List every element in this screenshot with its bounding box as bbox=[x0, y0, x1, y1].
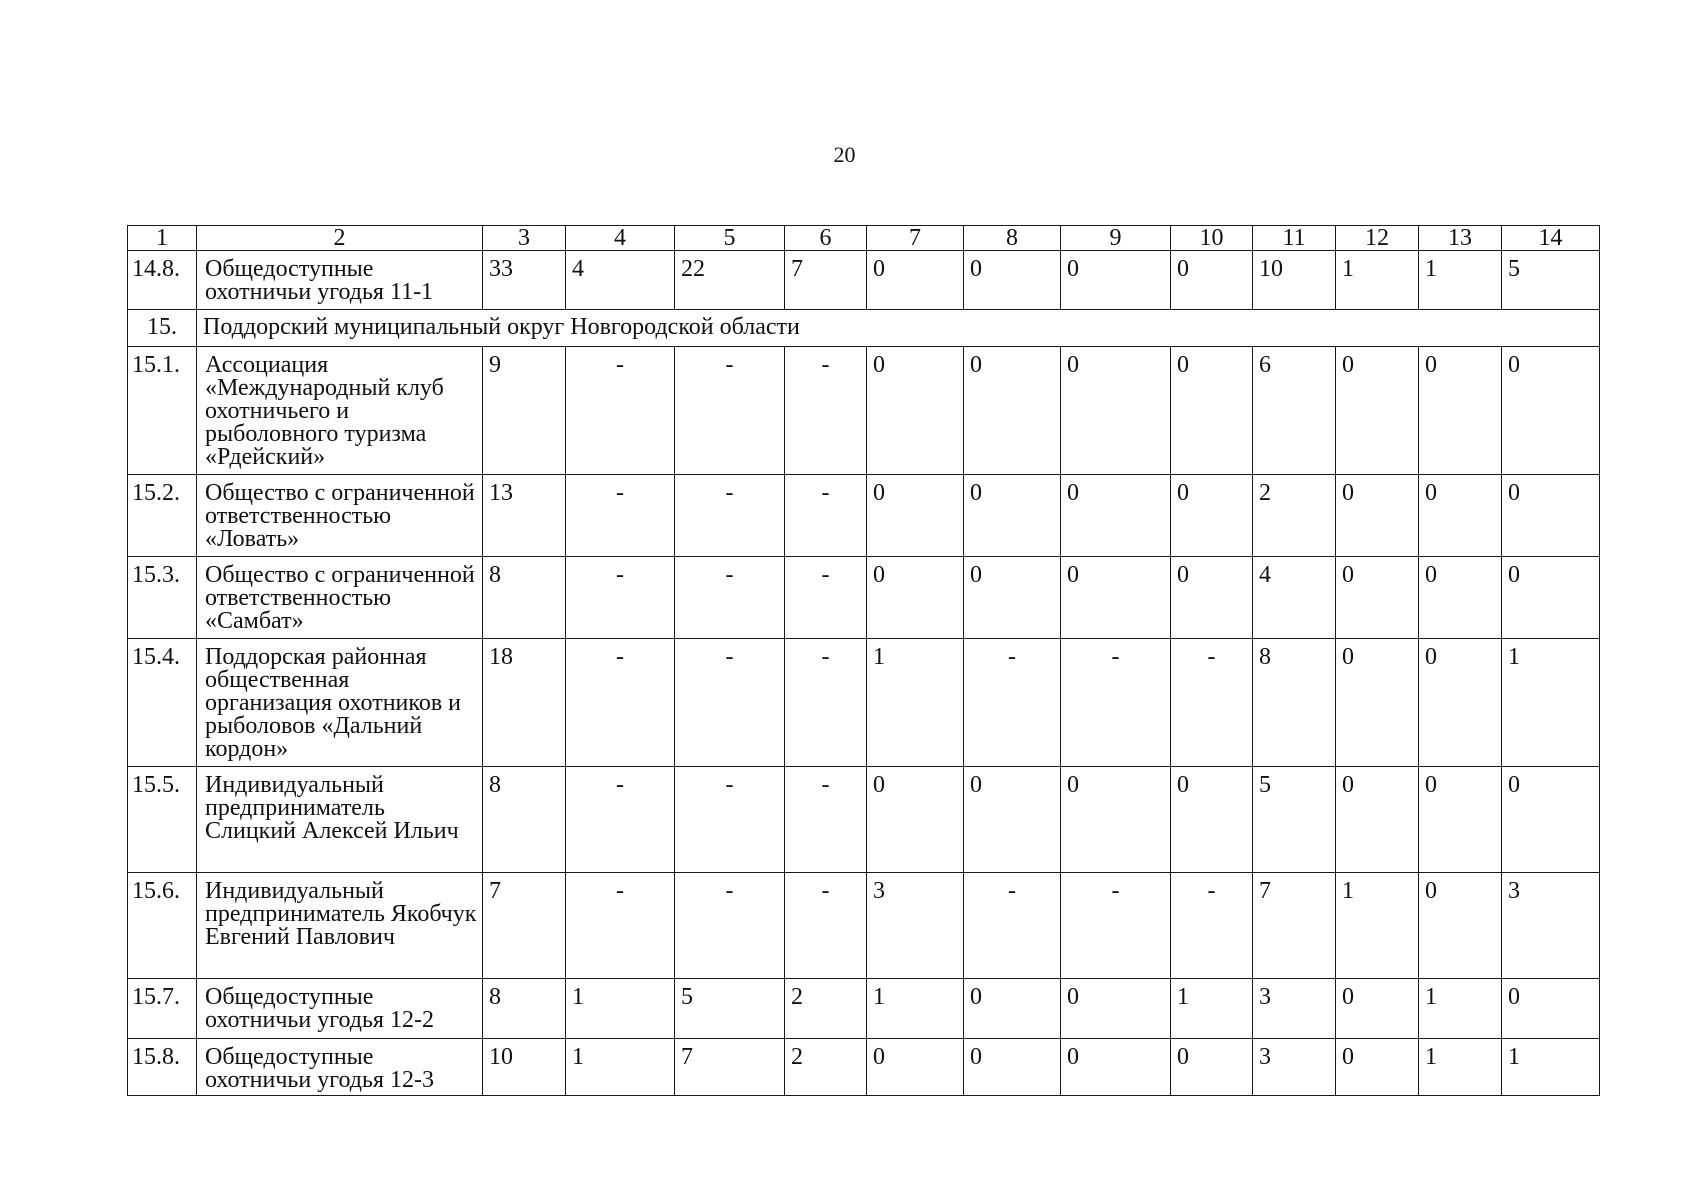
value-cell: 0 bbox=[867, 347, 964, 475]
value-cell: - bbox=[964, 639, 1061, 767]
value-cell: 0 bbox=[964, 475, 1061, 557]
value-cell: 1 bbox=[1419, 251, 1502, 310]
row-number: 15.1. bbox=[128, 347, 197, 475]
header-cell: 12 bbox=[1336, 226, 1419, 251]
value-cell: 0 bbox=[1171, 347, 1253, 475]
section-row bbox=[128, 310, 1600, 347]
value-cell: - bbox=[785, 557, 867, 639]
value-cell: 0 bbox=[1336, 475, 1419, 557]
value-cell: 2 bbox=[1253, 475, 1336, 557]
value-cell: - bbox=[964, 873, 1061, 979]
value-cell: 0 bbox=[1502, 557, 1600, 639]
value-cell: 0 bbox=[867, 475, 964, 557]
value-cell: 0 bbox=[1061, 767, 1171, 873]
section-fill bbox=[1061, 310, 1600, 347]
value-cell: 0 bbox=[1419, 767, 1502, 873]
header-cell: 1 bbox=[128, 226, 197, 251]
value-cell: - bbox=[566, 767, 675, 873]
value-cell: 0 bbox=[1419, 639, 1502, 767]
value-cell: 0 bbox=[1419, 347, 1502, 475]
row-name: Общедоступные охотничьи угодья 11-1 bbox=[197, 251, 483, 310]
value-cell: 10 bbox=[483, 1039, 566, 1096]
value-cell: 0 bbox=[1502, 767, 1600, 873]
value-cell: 0 bbox=[1336, 1039, 1419, 1096]
row-name: Поддорская районная общественная организация охотников и рыболовов «Дальний кордон» bbox=[197, 639, 483, 767]
value-cell: 4 bbox=[566, 251, 675, 310]
value-cell: 33 bbox=[483, 251, 566, 310]
value-cell: 8 bbox=[483, 767, 566, 873]
value-cell: 0 bbox=[1336, 347, 1419, 475]
value-cell: - bbox=[566, 873, 675, 979]
value-cell: 0 bbox=[1419, 557, 1502, 639]
value-cell: 0 bbox=[1336, 979, 1419, 1039]
value-cell: 0 bbox=[1171, 767, 1253, 873]
value-cell: - bbox=[675, 557, 785, 639]
row-name: Общедоступные охотничьи угодья 12-2 bbox=[197, 979, 483, 1039]
value-cell: 0 bbox=[1336, 557, 1419, 639]
value-cell: 18 bbox=[483, 639, 566, 767]
value-cell: 0 bbox=[1061, 979, 1171, 1039]
value-cell: 0 bbox=[1171, 557, 1253, 639]
value-cell: 0 bbox=[1061, 475, 1171, 557]
value-cell: 1 bbox=[1502, 1039, 1600, 1096]
value-cell: 10 bbox=[1253, 251, 1336, 310]
value-cell: 1 bbox=[1502, 639, 1600, 767]
table-row bbox=[128, 873, 1600, 979]
value-cell: - bbox=[675, 873, 785, 979]
row-number: 14.8. bbox=[128, 251, 197, 310]
value-cell: 0 bbox=[1502, 979, 1600, 1039]
row-name: Индивидуальный предприниматель Слицкий Алексей Ильич bbox=[197, 767, 483, 873]
table-row bbox=[128, 767, 1600, 873]
value-cell: 0 bbox=[1061, 557, 1171, 639]
value-cell: 0 bbox=[1061, 1039, 1171, 1096]
section-title: Поддорский муниципальный округ Новгородской области bbox=[197, 310, 1061, 347]
value-cell: 3 bbox=[1253, 979, 1336, 1039]
value-cell: 4 bbox=[1253, 557, 1336, 639]
value-cell: 0 bbox=[964, 1039, 1061, 1096]
table-row bbox=[128, 1039, 1600, 1096]
header-cell: 2 bbox=[197, 226, 483, 251]
value-cell: 0 bbox=[1171, 1039, 1253, 1096]
value-cell: 5 bbox=[1502, 251, 1600, 310]
table-row bbox=[128, 979, 1600, 1039]
value-cell: 3 bbox=[1502, 873, 1600, 979]
value-cell: 3 bbox=[1253, 1039, 1336, 1096]
value-cell: 22 bbox=[675, 251, 785, 310]
value-cell: - bbox=[675, 767, 785, 873]
value-cell: 8 bbox=[1253, 639, 1336, 767]
page-number: 20 bbox=[833, 142, 856, 167]
value-cell: 0 bbox=[1061, 251, 1171, 310]
value-cell: - bbox=[675, 639, 785, 767]
table-row bbox=[128, 347, 1600, 475]
value-cell: - bbox=[675, 347, 785, 475]
row-number: 15.4. bbox=[128, 639, 197, 767]
value-cell: 0 bbox=[1336, 767, 1419, 873]
row-number: 15.6. bbox=[128, 873, 197, 979]
value-cell: 0 bbox=[1419, 475, 1502, 557]
value-cell: 0 bbox=[964, 251, 1061, 310]
value-cell: - bbox=[1171, 639, 1253, 767]
value-cell: - bbox=[566, 347, 675, 475]
header-cell: 9 bbox=[1061, 226, 1171, 251]
value-cell: - bbox=[1061, 873, 1171, 979]
value-cell: 0 bbox=[867, 251, 964, 310]
value-cell: 0 bbox=[1171, 251, 1253, 310]
value-cell: 1 bbox=[566, 1039, 675, 1096]
value-cell: 1 bbox=[1171, 979, 1253, 1039]
value-cell: 1 bbox=[566, 979, 675, 1039]
value-cell: 13 bbox=[483, 475, 566, 557]
value-cell: 0 bbox=[1061, 347, 1171, 475]
header-cell: 3 bbox=[483, 226, 566, 251]
value-cell: 5 bbox=[1253, 767, 1336, 873]
value-cell: 0 bbox=[867, 1039, 964, 1096]
row-number: 15.8. bbox=[128, 1039, 197, 1096]
value-cell: 0 bbox=[867, 557, 964, 639]
value-cell: - bbox=[566, 557, 675, 639]
row-name: Общество с ограниченной ответственностью «Ловать» bbox=[197, 475, 483, 557]
value-cell: 2 bbox=[785, 979, 867, 1039]
value-cell: 0 bbox=[867, 767, 964, 873]
value-cell: 0 bbox=[1336, 639, 1419, 767]
row-name: Общедоступные охотничьи угодья 12-3 bbox=[197, 1039, 483, 1096]
value-cell: - bbox=[785, 873, 867, 979]
value-cell: - bbox=[566, 475, 675, 557]
data-table bbox=[127, 225, 1600, 1096]
row-number: 15.7. bbox=[128, 979, 197, 1039]
value-cell: 1 bbox=[1336, 251, 1419, 310]
value-cell: 1 bbox=[1419, 979, 1502, 1039]
table-row bbox=[128, 557, 1600, 639]
value-cell: - bbox=[785, 767, 867, 873]
header-cell: 5 bbox=[675, 226, 785, 251]
header-cell: 6 bbox=[785, 226, 867, 251]
value-cell: 0 bbox=[1502, 347, 1600, 475]
value-cell: 1 bbox=[1336, 873, 1419, 979]
value-cell: 9 bbox=[483, 347, 566, 475]
value-cell: - bbox=[566, 639, 675, 767]
value-cell: - bbox=[785, 347, 867, 475]
value-cell: 0 bbox=[1171, 475, 1253, 557]
header-row bbox=[128, 226, 1600, 251]
value-cell: - bbox=[785, 475, 867, 557]
value-cell: 1 bbox=[1419, 1039, 1502, 1096]
value-cell: 2 bbox=[785, 1039, 867, 1096]
value-cell: - bbox=[675, 475, 785, 557]
value-cell: 5 bbox=[675, 979, 785, 1039]
value-cell: 7 bbox=[483, 873, 566, 979]
value-cell: 0 bbox=[964, 557, 1061, 639]
row-name: Общество с ограниченной ответственностью «Самбат» bbox=[197, 557, 483, 639]
header-cell: 4 bbox=[566, 226, 675, 251]
value-cell: - bbox=[785, 639, 867, 767]
row-name: Индивидуальный предприниматель Якобчук Евгений Павлович bbox=[197, 873, 483, 979]
value-cell: 0 bbox=[964, 347, 1061, 475]
table-row bbox=[128, 475, 1600, 557]
value-cell: 3 bbox=[867, 873, 964, 979]
value-cell: - bbox=[1171, 873, 1253, 979]
row-number: 15.2. bbox=[128, 475, 197, 557]
value-cell: 1 bbox=[867, 979, 964, 1039]
section-number: 15. bbox=[128, 310, 197, 347]
header-cell: 11 bbox=[1253, 226, 1336, 251]
value-cell: 7 bbox=[1253, 873, 1336, 979]
row-name: Ассоциация «Международный клуб охотничьего и рыболовного туризма «Рдейский» bbox=[197, 347, 483, 475]
header-cell: 7 bbox=[867, 226, 964, 251]
value-cell: 1 bbox=[867, 639, 964, 767]
header-cell: 10 bbox=[1171, 226, 1253, 251]
value-cell: 8 bbox=[483, 557, 566, 639]
value-cell: 0 bbox=[964, 767, 1061, 873]
row-number: 15.5. bbox=[128, 767, 197, 873]
value-cell: 0 bbox=[1502, 475, 1600, 557]
value-cell: 0 bbox=[964, 979, 1061, 1039]
header-cell: 14 bbox=[1502, 226, 1600, 251]
table-row bbox=[128, 251, 1600, 310]
header-cell: 13 bbox=[1419, 226, 1502, 251]
value-cell: 8 bbox=[483, 979, 566, 1039]
value-cell: 7 bbox=[675, 1039, 785, 1096]
value-cell: 0 bbox=[1419, 873, 1502, 979]
header-cell: 8 bbox=[964, 226, 1061, 251]
value-cell: 7 bbox=[785, 251, 867, 310]
table-row bbox=[128, 639, 1600, 767]
row-number: 15.3. bbox=[128, 557, 197, 639]
value-cell: 6 bbox=[1253, 347, 1336, 475]
value-cell: - bbox=[1061, 639, 1171, 767]
